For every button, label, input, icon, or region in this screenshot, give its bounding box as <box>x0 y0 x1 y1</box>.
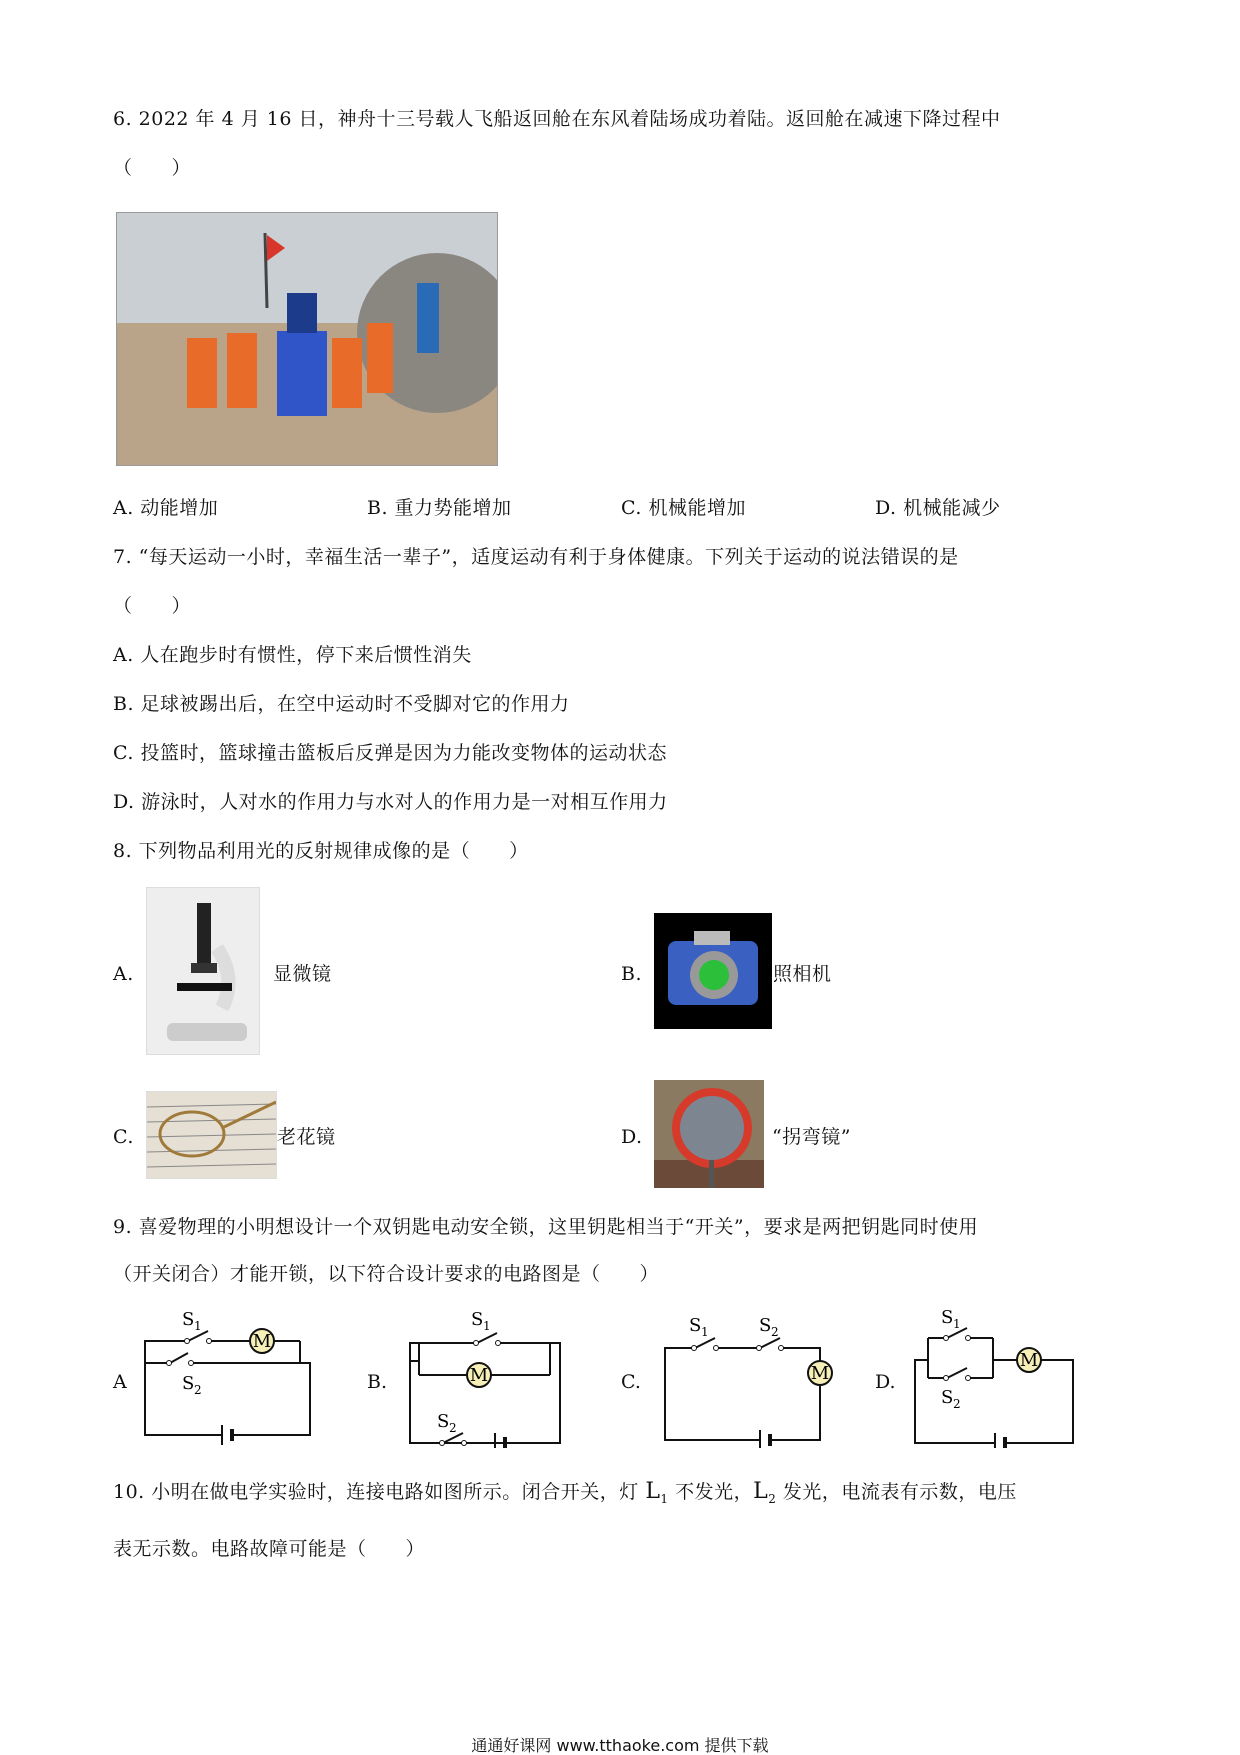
q6-stem: 6. 2022 年 4 月 16 日，神舟十三号载人飞船返回舱在东风着陆场成功着陆。返回舱在减速下降过程中 <box>113 108 1001 130</box>
camera-image <box>654 913 772 1029</box>
s1-label-a: S <box>182 1309 195 1330</box>
q6-option-b: B. 重力势能增加 <box>367 497 512 519</box>
q10-stem-line1 <box>113 1480 1017 1511</box>
q9-option-a-letter: A <box>113 1371 127 1393</box>
q10-text-a: 10. 小明在做电学实验时，连接电路如图所示。闭合开关，灯 <box>113 1481 646 1503</box>
circuit-a <box>130 1303 330 1453</box>
q7-option-c: C. 投篮时，篮球撞击篮板后反弹是因为力能改变物体的运动状态 <box>113 742 667 764</box>
q8-option-b-label: 照相机 <box>773 963 832 985</box>
page-footer: 通通好课网 www.tthaoke.com 提供下载 <box>471 1736 769 1755</box>
microscope-image <box>146 887 260 1055</box>
s2-label-a: S <box>182 1373 195 1394</box>
q8-option-c-letter: C. <box>113 1126 134 1148</box>
q7-option-b: B. 足球被踢出后，在空中运动时不受脚对它的作用力 <box>113 693 570 715</box>
s2-label-d: S <box>941 1387 954 1408</box>
q10-text-b: 不发光， <box>668 1481 754 1503</box>
s2-sub-d: 2 <box>953 1397 961 1411</box>
q6-option-d: D. 机械能减少 <box>875 497 1001 519</box>
q7-option-a: A. 人在跑步时有惯性，停下来后惯性消失 <box>113 644 472 666</box>
motor-label-c: M <box>810 1363 830 1384</box>
q7-option-d: D. 游泳时，人对水的作用力与水对人的作用力是一对相互作用力 <box>113 791 668 813</box>
q10-text-c: 发光，电流表有示数，电压 <box>776 1481 1017 1503</box>
s1-sub-b: 1 <box>483 1319 491 1333</box>
s1-sub-a: 1 <box>194 1319 202 1333</box>
q8-option-a-letter: A. <box>113 963 134 985</box>
q10-stem-line2: 表无示数。电路故障可能是（ ） <box>113 1538 426 1560</box>
circuit-d <box>905 1303 1090 1448</box>
lamp-l1: L <box>645 1479 661 1504</box>
reading-glasses-image <box>146 1091 277 1179</box>
s2-sub-c: 2 <box>771 1325 779 1339</box>
q9-stem-line2: （开关闭合）才能开锁，以下符合设计要求的电路图是（ ） <box>113 1263 660 1285</box>
lamp-l1-sub: 1 <box>660 1491 669 1506</box>
q7-stem: 7. “每天运动一小时，幸福生活一辈子”，适度运动有利于身体健康。下列关于运动的说法错误的是 <box>113 546 959 568</box>
q8-option-d-label: “拐弯镜” <box>772 1126 851 1148</box>
s2-sub-a: 2 <box>194 1383 202 1397</box>
q9-option-d-letter: D. <box>875 1371 896 1393</box>
motor-label-a: M <box>252 1331 272 1352</box>
s1-sub-c: 1 <box>701 1325 709 1339</box>
s2-label-c: S <box>759 1315 772 1336</box>
motor-label-b: M <box>469 1365 489 1386</box>
q8-option-b-letter: B. <box>621 963 643 985</box>
circuit-b <box>395 1303 585 1448</box>
lamp-l2: L <box>753 1479 769 1504</box>
q9-option-c-letter: C. <box>621 1371 641 1393</box>
q8-option-a-label: 显微镜 <box>273 963 332 985</box>
q8-stem: 8. 下列物品利用光的反射规律成像的是（ ） <box>113 840 529 862</box>
q9-stem-line1: 9. 喜爱物理的小明想设计一个双钥匙电动安全锁，这里钥匙相当于“开关”，要求是两把钥匙同时使用 <box>113 1216 979 1238</box>
s1-label-c: S <box>689 1315 702 1336</box>
s2-sub-b: 2 <box>449 1421 457 1435</box>
q6-option-c: C. 机械能增加 <box>621 497 746 519</box>
q7-paren: （ ） <box>113 595 192 617</box>
q8-option-c-label: 老花镜 <box>277 1126 336 1148</box>
landing-photo <box>116 212 498 466</box>
s1-label-b: S <box>471 1309 484 1330</box>
circuit-c <box>655 1303 845 1448</box>
q6-option-a: A. 动能增加 <box>113 497 219 519</box>
q6-paren: （ ） <box>113 157 192 179</box>
q8-option-d-letter: D. <box>621 1126 643 1148</box>
motor-label-d: M <box>1019 1350 1039 1371</box>
q9-option-b-letter: B. <box>367 1371 388 1393</box>
s1-label-d: S <box>941 1307 954 1328</box>
lamp-l2-sub: 2 <box>768 1491 777 1506</box>
s1-sub-d: 1 <box>953 1317 961 1331</box>
convex-mirror-image <box>654 1080 764 1188</box>
s2-label-b: S <box>437 1411 450 1432</box>
